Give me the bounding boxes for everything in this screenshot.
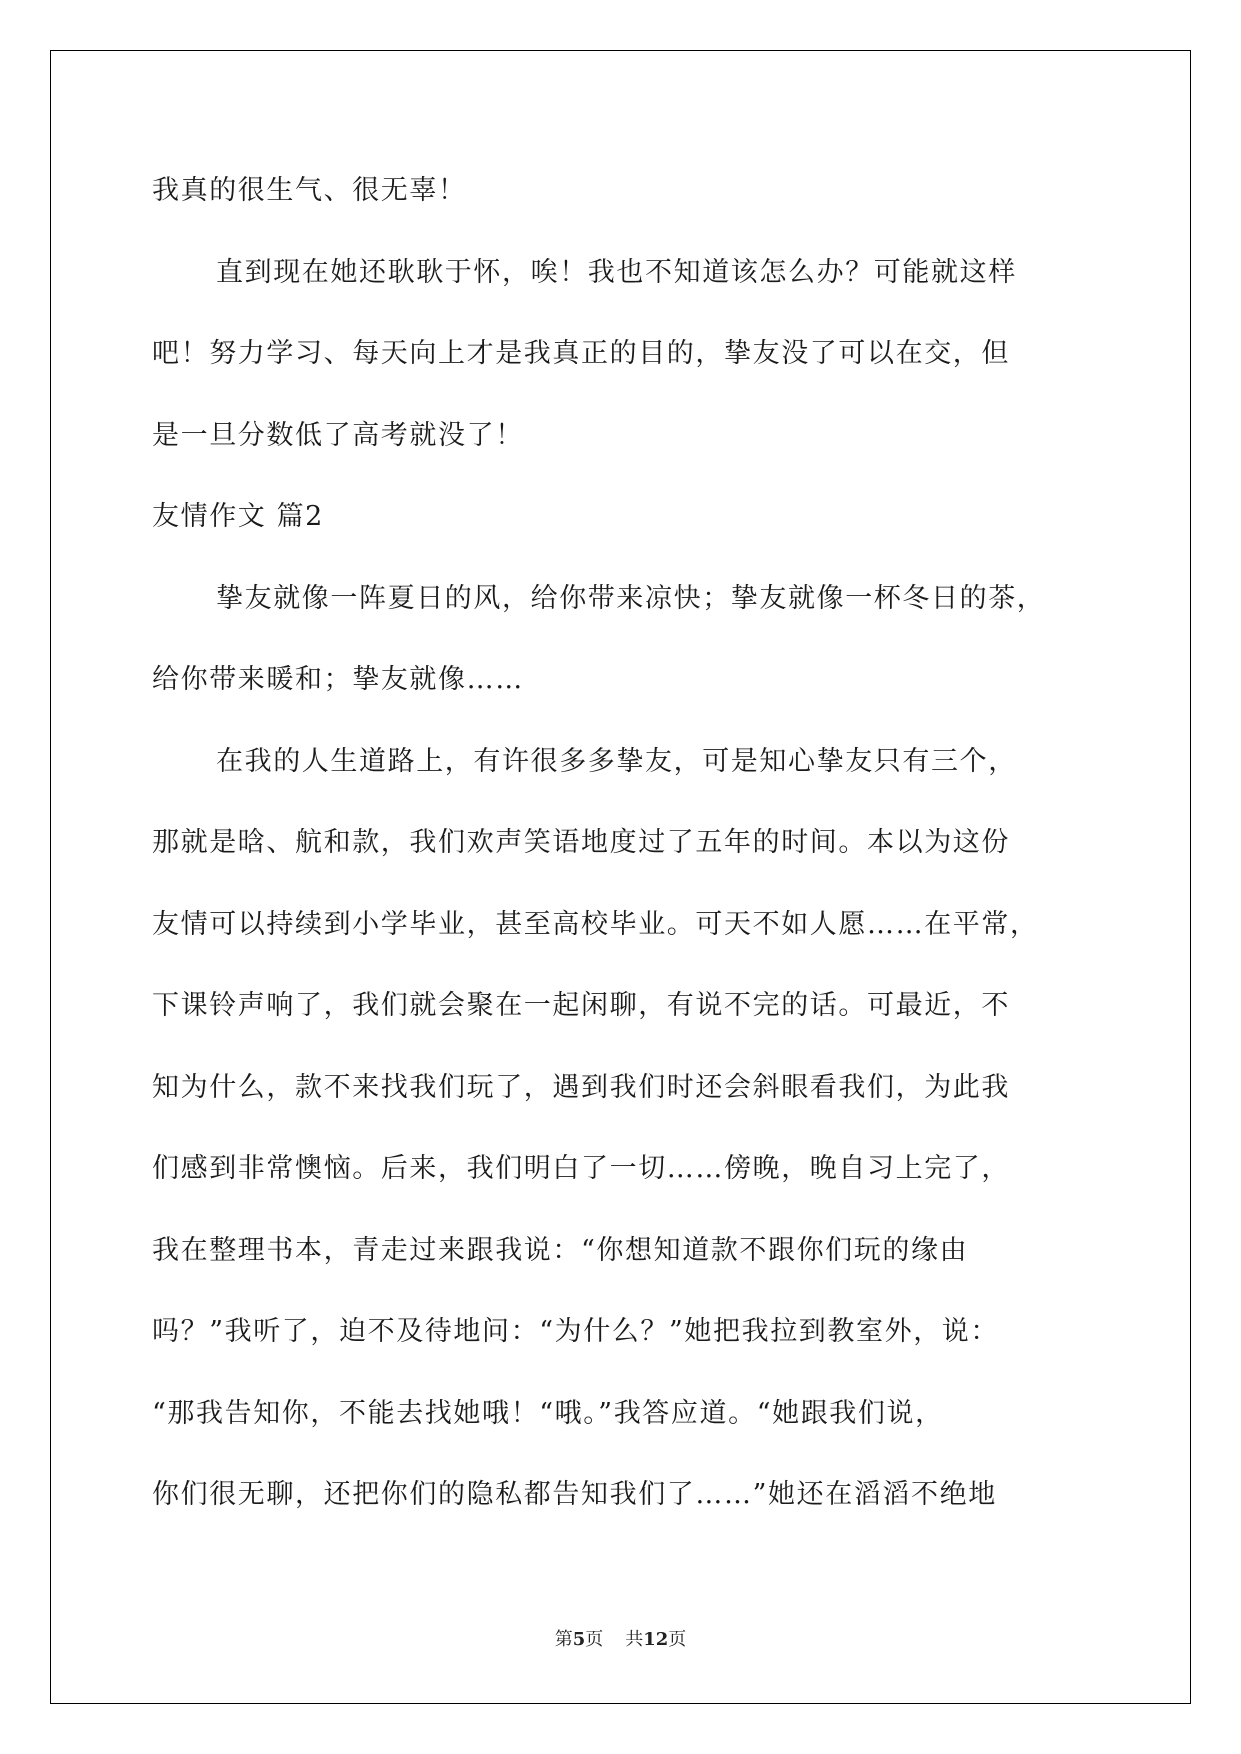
total-pages: 12: [643, 1629, 669, 1650]
page-number: 5: [572, 1629, 586, 1650]
text-line: 们感到非常懊恼。后来，我们明白了一切……傍晚，晚自习上完了，: [152, 1153, 1010, 1184]
text-line: 下课铃声响了，我们就会聚在一起闲聊，有说不完的话。可最近，不: [152, 990, 1010, 1021]
text-line: 你们很无聊，还把你们的隐私都告知我们了……”她还在滔滔不绝地: [152, 1479, 997, 1510]
document-body: [152, 166, 1092, 1552]
total-suffix: 页: [668, 1629, 687, 1650]
total-prefix: 共: [625, 1629, 644, 1650]
text-line: 我真的很生气、很无辜！: [152, 175, 467, 206]
text-line: 那就是晗、航和款，我们欢声笑语地度过了五年的时间。本以为这份: [152, 827, 1010, 858]
text-line: “那我告知你，不能去找她哦！“哦。”我答应道。“她跟我们说，: [152, 1397, 944, 1429]
page-footer: [0, 1625, 1241, 1651]
text-line: 是一旦分数低了高考就没了！: [152, 419, 524, 451]
text-line: 知为什么，款不来找我们玩了，遇到我们时还会斜眼看我们，为此我: [152, 1071, 1010, 1103]
section-heading: 友情作文 篇2: [152, 501, 324, 532]
page-prefix: 第: [554, 1629, 573, 1650]
text-line: 在我的人生道路上，有许很多多挚友，可是知心挚友只有三个，: [216, 745, 1017, 777]
text-line: 挚友就像一阵夏日的风，给你带来凉快；挚友就像一杯冬日的茶，: [216, 582, 1046, 614]
text-line: 吗？”我听了，迫不及待地问：“为什么？”她把我拉到教室外，说：: [152, 1316, 1000, 1347]
page-suffix: 页: [585, 1629, 604, 1650]
text-line: 吧！努力学习、每天向上才是我真正的目的，挚友没了可以在交，但: [152, 338, 1010, 369]
text-line: 我在整理书本，青走过来跟我说：“你想知道款不跟你们玩的缘由: [152, 1234, 969, 1266]
text-line: 直到现在她还耿耿于怀，唉！我也不知道该怎么办？可能就这样: [216, 256, 1017, 288]
text-line: 给你带来暖和；挚友就像……: [152, 664, 524, 695]
text-line: 友情可以持续到小学毕业，甚至高校毕业。可天不如人愿……在平常，: [152, 908, 1039, 940]
